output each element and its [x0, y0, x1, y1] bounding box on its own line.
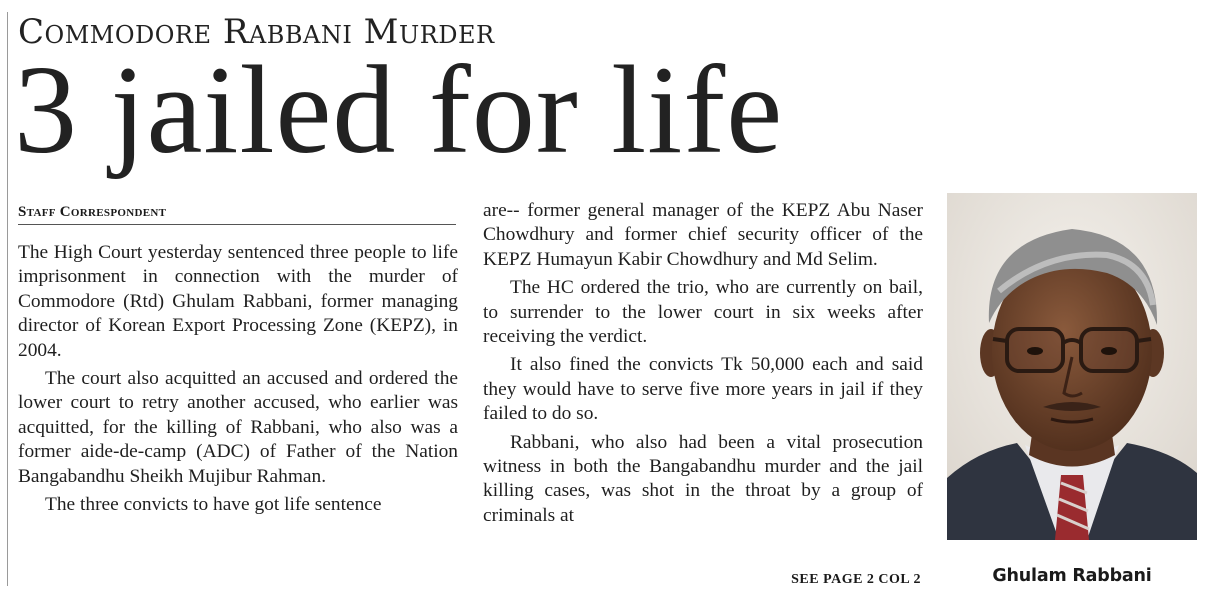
byline: Staff Correspondent: [18, 204, 167, 220]
headline: 3 jailed for life: [14, 41, 784, 180]
paragraph: are-- former general manager of the KEPZ Abu Naser Chowdhury and former chief security officer of the KEPZ Humayun Kabir Chowdhury and Md Selim.: [483, 200, 923, 270]
kicker-heading: Commodore Rabbani Murder: [18, 12, 495, 52]
left-column-rule: [7, 12, 8, 586]
byline-divider: [18, 224, 456, 225]
paragraph: The HC ordered the trio, who are currently on bail, to surrender to the lower court in six weeks after receiving the verdict.: [483, 277, 923, 348]
paragraph: Rabbani, who also had been a vital prosecution witness in both the Bangabandhu murder and the jail killing cases, was shot in the throat by a group of criminals at: [483, 431, 923, 526]
paragraph: The High Court yesterday sentenced three people to life imprisonment in connection with the murder of Commodore (Rtd) Ghulam Rabbani, former managing director of Korean Export Processing Zone (KEPZ), in 2004.: [18, 242, 458, 361]
paragraph: The court also acquitted an accused and ordered the lower court to retry another accused, who earlier was acquitted, for the killing of Rabbani, who also was a former aide-de-camp (ADC) of Father of the Nation Bangabandhu Sheikh Mujibur Rahman.: [18, 368, 458, 487]
paragraph: The three convicts to have got life sentence: [45, 494, 382, 516]
article-column-2: [483, 199, 923, 532]
article-column-1: [18, 241, 458, 521]
photo-caption: Ghulam Rabbani: [992, 566, 1152, 586]
paragraph: It also fined the convicts Tk 50,000 each and said they would have to serve five more years in jail if they failed to do so.: [483, 354, 923, 425]
portrait-photo: [947, 193, 1197, 540]
continuation-note: SEE PAGE 2 COL 2: [791, 572, 921, 587]
